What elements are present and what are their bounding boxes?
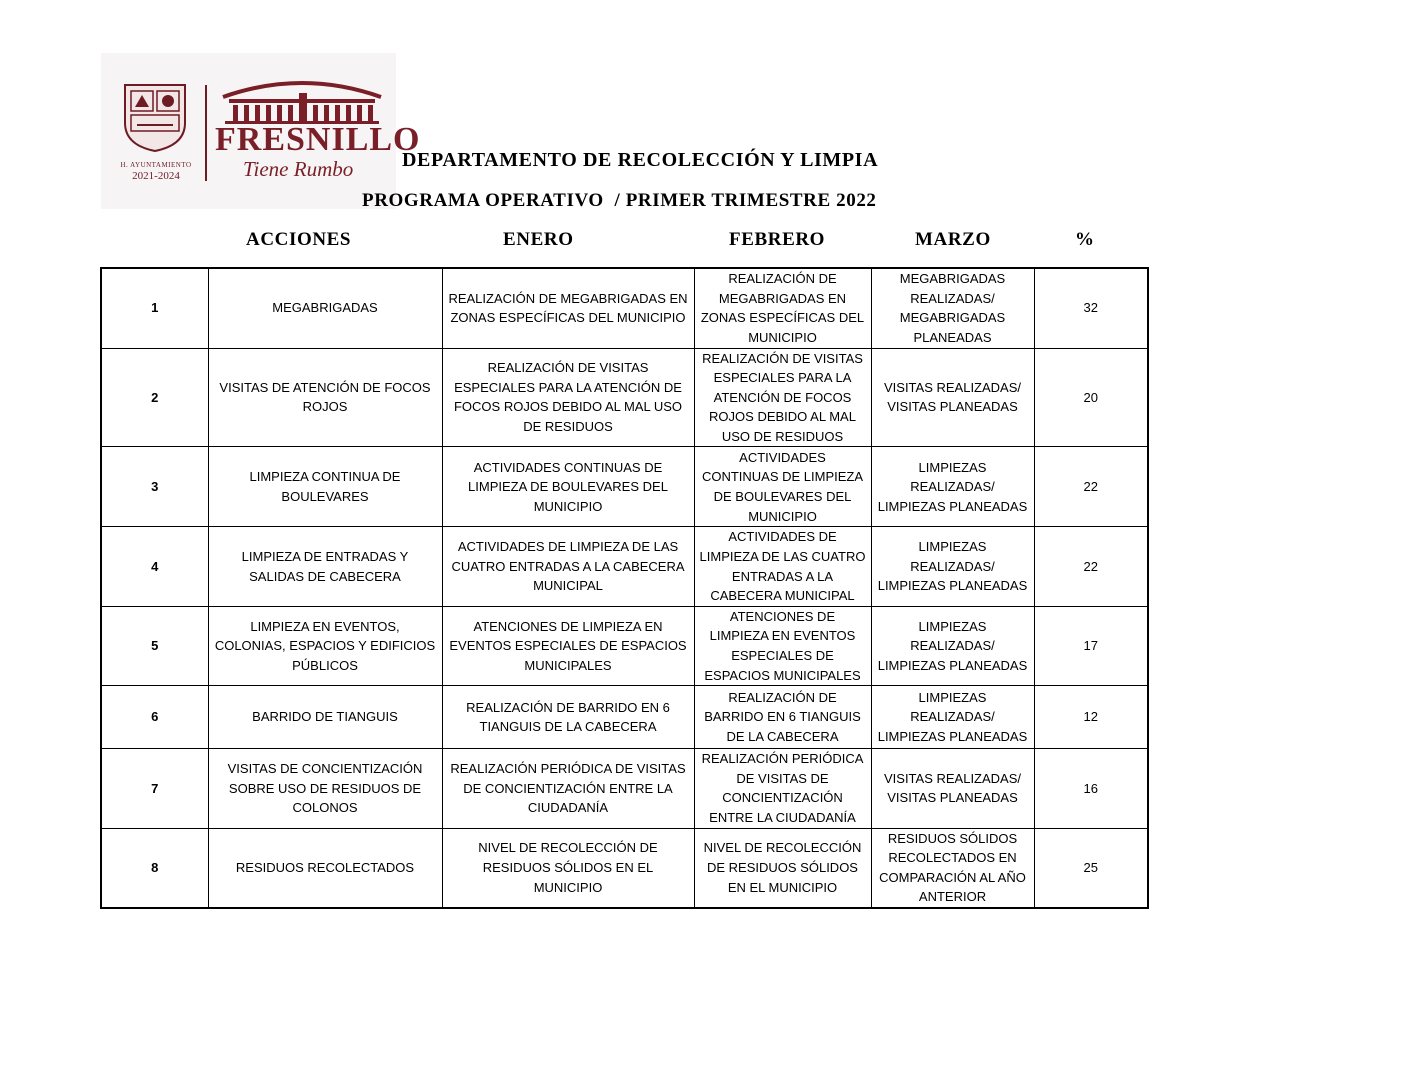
table-row — [101, 447, 1148, 527]
row-number: 2 — [101, 348, 208, 447]
enero-cell: ATENCIONES DE LIMPIEZA EN EVENTOS ESPECIALES DE ESPACIOS MUNICIPALES — [442, 606, 694, 685]
action-cell: LIMPIEZA CONTINUA DE BOULEVARES — [208, 447, 442, 527]
febrero-cell: NIVEL DE RECOLECCIÓN DE RESIDUOS SÓLIDOS EN EL MUNICIPIO — [694, 828, 871, 908]
action-cell: VISITAS DE ATENCIÓN DE FOCOS ROJOS — [208, 348, 442, 447]
febrero-cell: REALIZACIÓN DE VISITAS ESPECIALES PARA LA ATENCIÓN DE FOCOS ROJOS DEBIDO AL MAL USO DE RESIDUOS — [694, 348, 871, 447]
enero-cell: REALIZACIÓN DE MEGABRIGADAS EN ZONAS ESPECÍFICAS DEL MUNICIPIO — [442, 268, 694, 348]
table-row — [101, 828, 1148, 908]
action-cell: LIMPIEZA EN EVENTOS, COLONIAS, ESPACIOS Y EDIFICIOS PÚBLICOS — [208, 606, 442, 685]
percent-cell: 32 — [1034, 268, 1148, 348]
department-title: DEPARTAMENTO DE RECOLECCIÓN Y LIMPIA — [402, 149, 879, 171]
column-header-acciones: ACCIONES — [246, 229, 352, 250]
action-cell: LIMPIEZA DE ENTRADAS Y SALIDAS DE CABECERA — [208, 527, 442, 606]
percent-cell: 25 — [1034, 828, 1148, 908]
febrero-cell: REALIZACIÓN PERIÓDICA DE VISITAS DE CONCIENTIZACIÓN ENTRE LA CIUDADANÍA — [694, 749, 871, 828]
brand-name: FRESNILLO — [215, 121, 421, 158]
row-number: 1 — [101, 268, 208, 348]
action-cell: VISITAS DE CONCIENTIZACIÓN SOBRE USO DE RESIDUOS DE COLONOS — [208, 749, 442, 828]
table-row — [101, 527, 1148, 606]
logo-block — [101, 53, 421, 209]
column-header-marzo: MARZO — [915, 229, 991, 250]
council-label: H. AYUNTAMIENTO — [120, 161, 192, 169]
percent-cell: 17 — [1034, 606, 1148, 685]
row-number: 8 — [101, 828, 208, 908]
operational-plan-table — [100, 267, 1149, 909]
row-number: 5 — [101, 606, 208, 685]
council-years: 2021-2024 — [132, 170, 180, 182]
marzo-cell: VISITAS REALIZADAS/ VISITAS PLANEADAS — [871, 749, 1034, 828]
marzo-cell: LIMPIEZAS REALIZADAS/ LIMPIEZAS PLANEADAS — [871, 447, 1034, 527]
marzo-cell: MEGABRIGADAS REALIZADAS/ MEGABRIGADAS PLANEADAS — [871, 268, 1034, 348]
percent-cell: 16 — [1034, 749, 1148, 828]
row-number: 6 — [101, 686, 208, 749]
row-number: 4 — [101, 527, 208, 606]
council-seal-icon — [121, 79, 189, 153]
table-row — [101, 606, 1148, 685]
enero-cell: REALIZACIÓN DE BARRIDO EN 6 TIANGUIS DE LA CABECERA — [442, 686, 694, 749]
percent-cell: 22 — [1034, 527, 1148, 606]
febrero-cell: ACTIVIDADES CONTINUAS DE LIMPIEZA DE BOULEVARES DEL MUNICIPIO — [694, 447, 871, 527]
febrero-cell: REALIZACIÓN DE MEGABRIGADAS EN ZONAS ESPECÍFICAS DEL MUNICIPIO — [694, 268, 871, 348]
brand-tagline: Tiene Rumbo — [243, 157, 354, 181]
febrero-cell: REALIZACIÓN DE BARRIDO EN 6 TIANGUIS DE LA CABECERA — [694, 686, 871, 749]
action-cell: RESIDUOS RECOLECTADOS — [208, 828, 442, 908]
marzo-cell: RESIDUOS SÓLIDOS RECOLECTADOS EN COMPARACIÓN AL AÑO ANTERIOR — [871, 828, 1034, 908]
column-header-percent: % — [1075, 229, 1095, 250]
program-title: PROGRAMA OPERATIVO / PRIMER TRIMESTRE 2022 — [362, 190, 877, 211]
table-row — [101, 348, 1148, 447]
enero-cell: ACTIVIDADES DE LIMPIEZA DE LAS CUATRO ENTRADAS A LA CABECERA MUNICIPAL — [442, 527, 694, 606]
febrero-cell: ATENCIONES DE LIMPIEZA EN EVENTOS ESPECIALES DE ESPACIOS MUNICIPALES — [694, 606, 871, 685]
percent-cell: 20 — [1034, 348, 1148, 447]
action-cell: BARRIDO DE TIANGUIS — [208, 686, 442, 749]
row-number: 3 — [101, 447, 208, 527]
enero-cell: REALIZACIÓN DE VISITAS ESPECIALES PARA LA ATENCIÓN DE FOCOS ROJOS DEBIDO AL MAL USO DE RESIDUOS — [442, 348, 694, 447]
logo-divider — [205, 85, 207, 181]
action-cell: MEGABRIGADAS — [208, 268, 442, 348]
table-row — [101, 686, 1148, 749]
marzo-cell: LIMPIEZAS REALIZADAS/ LIMPIEZAS PLANEADAS — [871, 527, 1034, 606]
column-header-enero: ENERO — [503, 229, 574, 250]
enero-cell: REALIZACIÓN PERIÓDICA DE VISITAS DE CONCIENTIZACIÓN ENTRE LA CIUDADANÍA — [442, 749, 694, 828]
row-number: 7 — [101, 749, 208, 828]
marzo-cell: LIMPIEZAS REALIZADAS/ LIMPIEZAS PLANEADAS — [871, 686, 1034, 749]
marzo-cell: LIMPIEZAS REALIZADAS/ LIMPIEZAS PLANEADAS — [871, 606, 1034, 685]
percent-cell: 12 — [1034, 686, 1148, 749]
percent-cell: 22 — [1034, 447, 1148, 527]
column-header-febrero: FEBRERO — [729, 229, 826, 250]
table-row — [101, 268, 1148, 348]
building-icon — [217, 75, 387, 125]
enero-cell: ACTIVIDADES CONTINUAS DE LIMPIEZA DE BOULEVARES DEL MUNICIPIO — [442, 447, 694, 527]
febrero-cell: ACTIVIDADES DE LIMPIEZA DE LAS CUATRO ENTRADAS A LA CABECERA MUNICIPAL — [694, 527, 871, 606]
enero-cell: NIVEL DE RECOLECCIÓN DE RESIDUOS SÓLIDOS EN EL MUNICIPIO — [442, 828, 694, 908]
marzo-cell: VISITAS REALIZADAS/ VISITAS PLANEADAS — [871, 348, 1034, 447]
table-row — [101, 749, 1148, 828]
